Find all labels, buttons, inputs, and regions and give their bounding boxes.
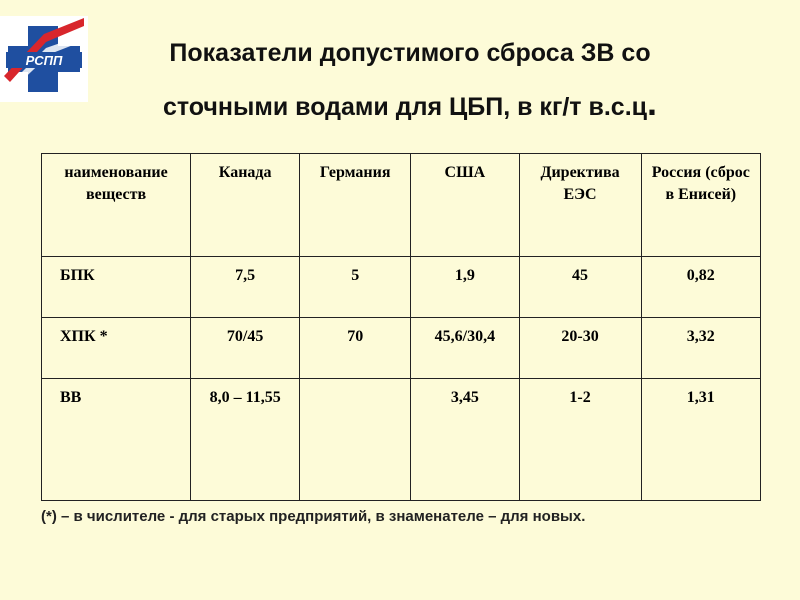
cell-germany: 70 <box>300 318 411 379</box>
cell-substance: ХПК * <box>42 318 191 379</box>
cell-russia: 0,82 <box>641 257 760 318</box>
cell-usa: 1,9 <box>411 257 519 318</box>
rspp-logo-graphic <box>0 16 88 102</box>
table-row <box>42 379 761 501</box>
header-russia: Россия (сброс в Енисей) <box>641 154 760 257</box>
table-row <box>42 318 761 379</box>
page-title <box>90 28 730 132</box>
cell-substance: ВВ <box>42 379 191 501</box>
rspp-logo <box>0 16 88 102</box>
cell-usa: 3,45 <box>411 379 519 501</box>
footnote: (*) – в числителе - для старых предприятий, в знаменателе – для новых. <box>41 508 586 525</box>
cell-eu-directive: 20-30 <box>519 318 641 379</box>
cell-germany <box>300 379 411 501</box>
cell-russia: 3,32 <box>641 318 760 379</box>
header-canada: Канада <box>191 154 300 257</box>
table-header-row <box>42 154 761 257</box>
logo-text: РСПП <box>25 53 63 68</box>
header-usa: США <box>411 154 519 257</box>
cell-usa: 45,6/30,4 <box>411 318 519 379</box>
title-line-2-text: сточными водами для ЦБП, в кг/т в.с.ц <box>162 93 648 121</box>
cell-canada: 70/45 <box>191 318 300 379</box>
header-eu-directive: Директива ЕЭС <box>519 154 641 257</box>
cell-germany: 5 <box>300 257 411 318</box>
cell-substance: БПК <box>42 257 191 318</box>
cell-eu-directive: 1-2 <box>519 379 641 501</box>
header-germany: Германия <box>300 154 411 257</box>
cell-eu-directive: 45 <box>519 257 641 318</box>
title-line-1: Показатели допустимого сброса ЗВ со <box>169 39 651 67</box>
header-substance: наименование веществ <box>42 154 191 257</box>
title-line-2 <box>90 78 730 132</box>
title-dot: . <box>647 82 658 123</box>
table-row <box>42 257 761 318</box>
cell-canada: 8,0 – 11,55 <box>191 379 300 501</box>
emissions-table <box>41 153 761 501</box>
cell-canada: 7,5 <box>191 257 300 318</box>
cell-russia: 1,31 <box>641 379 760 501</box>
